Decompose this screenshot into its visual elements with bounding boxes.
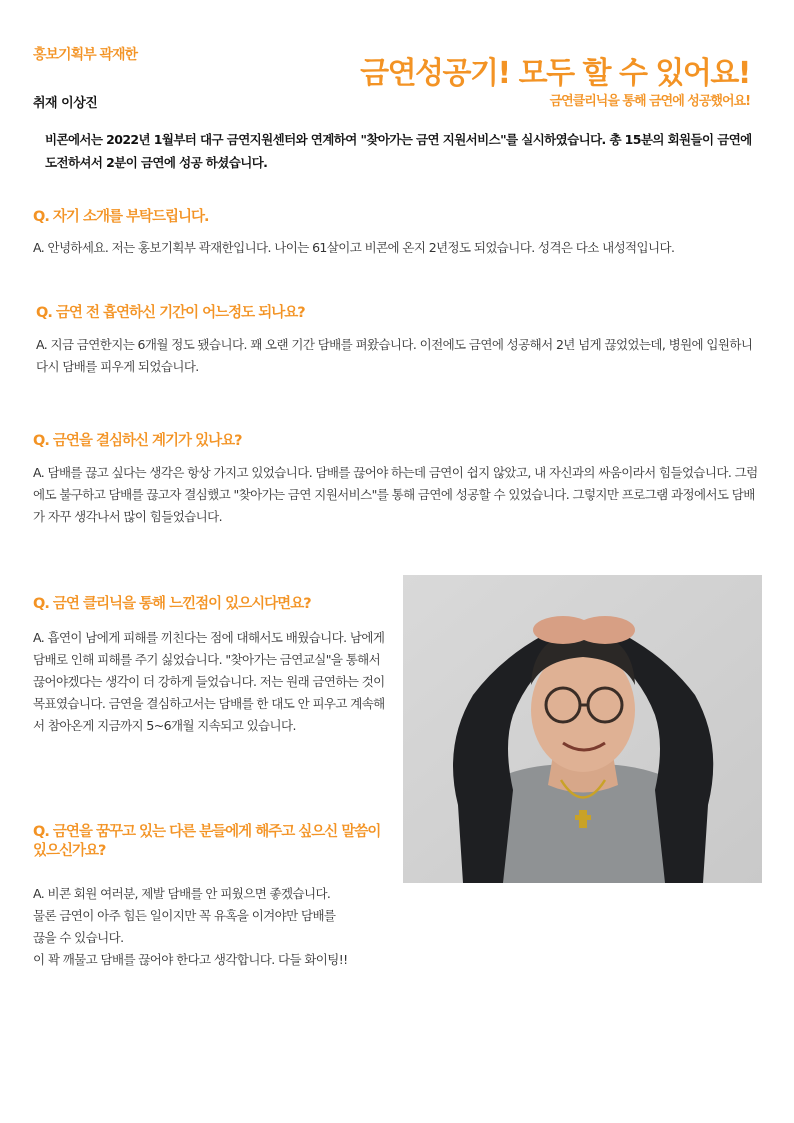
- question-1: Q. 자기 소개를 부탁드립니다.: [33, 209, 209, 225]
- question-3: Q. 금연을 결심하신 계기가 있나요?: [33, 433, 242, 449]
- answer-4: A. 흡연이 남에게 피해를 끼친다는 점에 대해서도 배웠습니다. 남에게 담배로 인해 피해를 주기 싫었습니다. "찾아가는 금연교실"을 통해서 끊어야겠다는 생각이 더 강하게 들었습니다. 저는 원래 금연하는 것이 목표였습니다. 금연을 결심하고서는 담배를 한 대도 안 피우고 계속해서 참아온게 지금까지 5~6개월 지속되고 있습니다.: [33, 630, 385, 733]
- answer-5: [33, 883, 413, 971]
- reporter-credit: 취재 이상진: [33, 96, 98, 111]
- author-department: 홍보기획부 곽재한: [33, 47, 138, 63]
- answer-5-line: 끊을 수 있습니다.: [33, 930, 124, 945]
- question-4: Q. 금연 클리닉을 통해 느낀점이 있으시다면요?: [33, 596, 311, 612]
- article-headline: 금연성공기! 모두 할 수 있어요!: [360, 56, 750, 91]
- answer-3: A. 담배를 끊고 싶다는 생각은 항상 가지고 있었습니다. 담배를 끊어야 하는데 금연이 쉽지 않았고, 내 자신과의 싸움이라서 힘들었습니다. 그럼에도 불구하고 담배를 끊고자 결심했고 "찾아가는 금연 지원서비스"를 통해 금연에 성공할 수 있었습니다. 그렇지만 프로그램 과정에서도 담배가 자꾸 생각나서 많이 힘들었습니다.: [33, 465, 758, 524]
- question-5: Q. 금연을 꿈꾸고 있는 다른 분들에게 해주고 싶으신 말씀이 있으신가요?: [33, 824, 381, 859]
- answer-5-line: 이 꽉 깨물고 담배를 끊어야 한다고 생각합니다. 다들 화이팅!!: [33, 952, 348, 967]
- interviewee-photo: [403, 575, 762, 883]
- question-2: Q. 금연 전 흡연하신 기간이 어느정도 되나요?: [36, 305, 305, 321]
- answer-5-line: 물론 금연이 아주 힘든 일이지만 꼭 유혹을 이겨야만 담배를: [33, 908, 336, 923]
- answer-2: A. 지금 금연한지는 6개월 정도 됐습니다. 꽤 오랜 기간 담배를 펴왔습니다. 이전에도 금연에 성공해서 2년 넘게 끊었었는데, 병원에 입원하니 다시 담배를 피우게 되었습니다.: [36, 337, 753, 374]
- answer-1: A. 안녕하세요. 저는 홍보기획부 곽재한입니다. 나이는 61살이고 비콘에 온지 2년정도 되었습니다. 성격은 다소 내성적입니다.: [33, 240, 675, 255]
- intro-paragraph: 비콘에서는 2022년 1월부터 대구 금연지원센터와 연계하여 "찾아가는 금연 지원서비스"를 실시하였습니다. 총 15분의 회원들이 금연에 도전하셔서 2분이 금연에 성공 하셨습니다.: [45, 132, 752, 170]
- article-subheadline: 금연클리닉을 통해 금연에 성공했어요!: [549, 94, 750, 109]
- answer-5-line: A. 비콘 회원 여러분, 제발 담배를 안 피웠으면 좋겠습니다.: [33, 886, 331, 901]
